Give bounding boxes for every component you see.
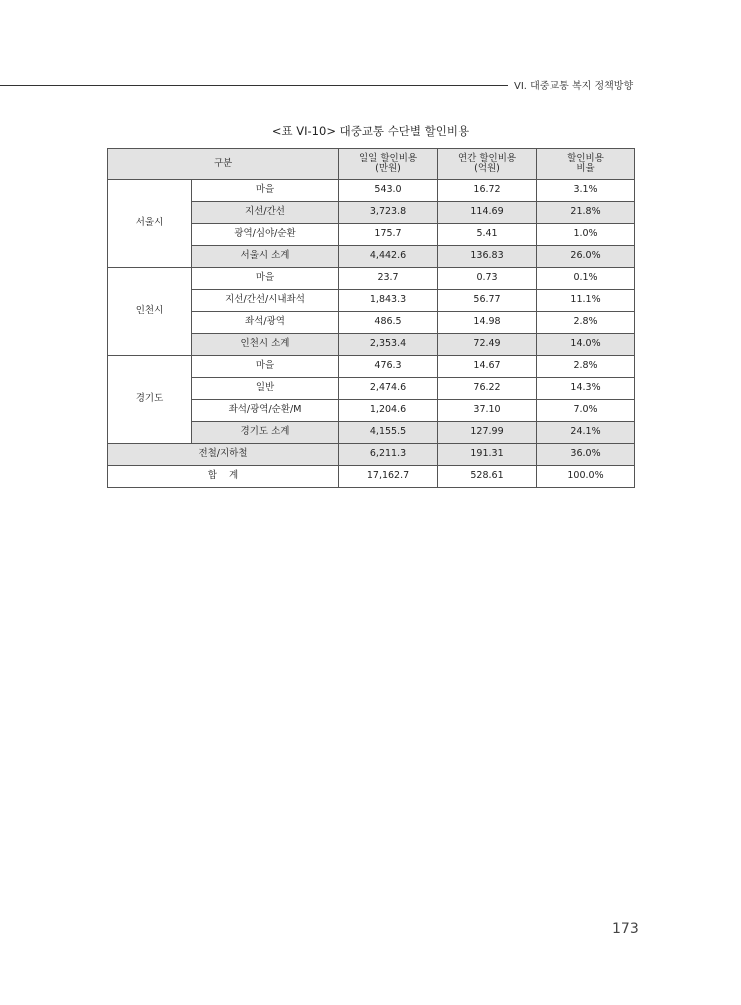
daily-cell: 17,162.7: [339, 466, 438, 488]
annual-cell: 114.69: [438, 202, 537, 224]
subway-row: [108, 444, 635, 466]
annual-cell: 127.99: [438, 422, 537, 444]
annual-cell: 16.72: [438, 180, 537, 202]
annual-cell: 72.49: [438, 334, 537, 356]
region-cell: 경기도: [108, 356, 192, 444]
discount-cost-table: [107, 148, 635, 488]
type-cell: 일반: [192, 378, 339, 400]
ratio-cell: 36.0%: [537, 444, 635, 466]
type-cell: 마을: [192, 356, 339, 378]
total-row: [108, 466, 635, 488]
annual-cell: 14.67: [438, 356, 537, 378]
type-cell: 지선/간선: [192, 202, 339, 224]
header-daily: [339, 149, 438, 180]
annual-cell: 56.77: [438, 290, 537, 312]
type-cell: 지선/간선/시내좌석: [192, 290, 339, 312]
ratio-cell: 1.0%: [537, 224, 635, 246]
header-annual-line2: (억원): [474, 163, 500, 174]
header-annual-line1: 연간 할인비용: [457, 152, 517, 164]
type-cell: 경기도 소계: [192, 422, 339, 444]
running-header: VI. 대중교통 복지 정책방향: [514, 81, 634, 92]
daily-cell: 175.7: [339, 224, 438, 246]
total-label: 합 계: [108, 466, 339, 488]
table-row: [108, 180, 635, 202]
header-ratio: [537, 149, 635, 180]
daily-cell: 2,474.6: [339, 378, 438, 400]
region-cell: 인천시: [108, 268, 192, 356]
header-annual: [438, 149, 537, 180]
type-cell: 인천시 소계: [192, 334, 339, 356]
annual-cell: 14.98: [438, 312, 537, 334]
daily-cell: 486.5: [339, 312, 438, 334]
ratio-cell: 24.1%: [537, 422, 635, 444]
type-cell: 마을: [192, 180, 339, 202]
annual-cell: 0.73: [438, 268, 537, 290]
ratio-cell: 0.1%: [537, 268, 635, 290]
type-cell: 마을: [192, 268, 339, 290]
annual-cell: 136.83: [438, 246, 537, 268]
header-daily-line2: (만원): [375, 163, 401, 174]
table-row: [108, 268, 635, 290]
page-number: 173: [612, 921, 639, 937]
ratio-cell: 3.1%: [537, 180, 635, 202]
subway-label: 전철/지하철: [108, 444, 339, 466]
annual-cell: 5.41: [438, 224, 537, 246]
daily-cell: 2,353.4: [339, 334, 438, 356]
ratio-cell: 14.3%: [537, 378, 635, 400]
annual-cell: 76.22: [438, 378, 537, 400]
daily-cell: 476.3: [339, 356, 438, 378]
ratio-cell: 7.0%: [537, 400, 635, 422]
ratio-cell: 100.0%: [537, 466, 635, 488]
daily-cell: 4,442.6: [339, 246, 438, 268]
daily-cell: 6,211.3: [339, 444, 438, 466]
header-rule: [0, 85, 508, 86]
daily-cell: 543.0: [339, 180, 438, 202]
ratio-cell: 11.1%: [537, 290, 635, 312]
table-header-row: [108, 149, 635, 180]
type-cell: 좌석/광역: [192, 312, 339, 334]
ratio-cell: 2.8%: [537, 312, 635, 334]
header-ratio-line1: 할인비용: [567, 152, 604, 164]
daily-cell: 4,155.5: [339, 422, 438, 444]
table-caption: <표 VI-10> 대중교통 수단별 할인비용: [271, 124, 470, 138]
type-cell: 좌석/광역/순환/M: [192, 400, 339, 422]
annual-cell: 191.31: [438, 444, 537, 466]
ratio-cell: 2.8%: [537, 356, 635, 378]
region-cell: 서울시: [108, 180, 192, 268]
daily-cell: 23.7: [339, 268, 438, 290]
type-cell: 서울시 소계: [192, 246, 339, 268]
ratio-cell: 14.0%: [537, 334, 635, 356]
header-daily-line1: 일일 할인비용: [358, 152, 418, 164]
type-cell: 광역/심야/순환: [192, 224, 339, 246]
header-category: 구분: [108, 149, 339, 180]
table-row: [108, 356, 635, 378]
daily-cell: 3,723.8: [339, 202, 438, 224]
ratio-cell: 21.8%: [537, 202, 635, 224]
ratio-cell: 26.0%: [537, 246, 635, 268]
daily-cell: 1,843.3: [339, 290, 438, 312]
header-ratio-line2: 비율: [576, 163, 595, 174]
daily-cell: 1,204.6: [339, 400, 438, 422]
annual-cell: 528.61: [438, 466, 537, 488]
annual-cell: 37.10: [438, 400, 537, 422]
